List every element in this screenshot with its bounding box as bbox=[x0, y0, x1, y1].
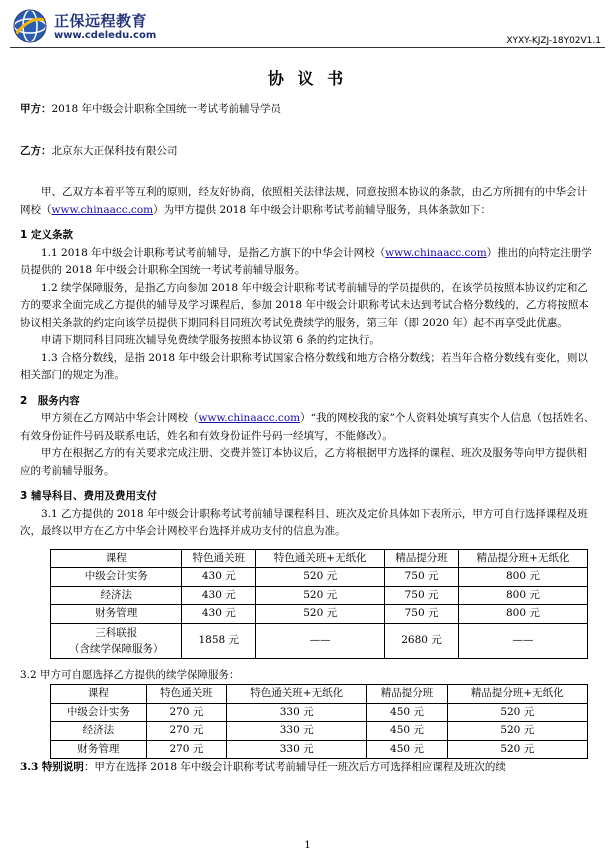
table-cell: 经济法 bbox=[51, 722, 147, 741]
party-a-label: 甲方： bbox=[20, 103, 52, 115]
table-row bbox=[51, 722, 588, 741]
table-cell: 520 元 bbox=[447, 703, 587, 722]
table-cell: 财务管理 bbox=[51, 605, 182, 624]
table-cell: 中级会计实务 bbox=[51, 703, 147, 722]
document-code: XYXY-KJZJ-18Y02V1.1 bbox=[506, 36, 601, 46]
clause-2-1-post: ）“我的网校我的家”个人资料处填写真实个人信息（包括姓名、有效身份证件号码及联系电话，姓名和有效身份证件号码一经填写，不能修改）。 bbox=[20, 412, 595, 442]
clause-1-2-note: 申请下期同科目同班次辅导免费续学服务按照本协议第 6 条的约定执行。 bbox=[41, 334, 380, 346]
table-header-cell: 精品提分班+无纸化 bbox=[447, 685, 587, 704]
table-row bbox=[51, 605, 588, 624]
section-1-heading: 1 定义条款 bbox=[20, 229, 73, 241]
table-cell: 520 元 bbox=[256, 568, 385, 587]
table-cell: 330 元 bbox=[226, 722, 366, 741]
table-row bbox=[51, 740, 588, 759]
table-row bbox=[51, 703, 588, 722]
brand-name: 正保远程教育 bbox=[54, 12, 148, 30]
chinaacc-link[interactable]: www.chinaacc.com bbox=[385, 246, 487, 259]
table-cell: 270 元 bbox=[146, 740, 226, 759]
renewal-pricing-table bbox=[50, 684, 588, 759]
table-cell: 520 元 bbox=[256, 586, 385, 605]
table-header-cell: 课程 bbox=[51, 549, 182, 568]
clause-1-3: 1.3 合格分数线，是指 2018 年中级会计职称考试国家合格分数线和地方合格分数线；若当年合格分数线有变化，则以相关部门的规定为准。 bbox=[20, 351, 588, 381]
table-cell: 450 元 bbox=[367, 703, 447, 722]
party-b-value: 北京东大正保科技有限公司 bbox=[51, 144, 178, 157]
table-cell: 财务管理 bbox=[51, 740, 147, 759]
table-cell: 430 元 bbox=[182, 568, 256, 587]
table-header-cell: 特色通关班 bbox=[182, 549, 256, 568]
pricing-table bbox=[50, 549, 588, 659]
clause-2-1 bbox=[20, 410, 596, 445]
table-cell: 330 元 bbox=[226, 703, 366, 722]
table-row bbox=[51, 586, 588, 605]
table-row-combo bbox=[51, 623, 588, 658]
table-cell: 经济法 bbox=[51, 586, 182, 605]
page-number: 1 bbox=[304, 840, 311, 851]
table-cell: 520 元 bbox=[256, 605, 385, 624]
table-cell: —— bbox=[458, 623, 587, 658]
table-cell: 330 元 bbox=[226, 740, 366, 759]
table-cell: 430 元 bbox=[182, 586, 256, 605]
chinaacc-link[interactable]: www.chinaacc.com bbox=[51, 203, 154, 216]
clause-1-2: 1.2 续学保障服务，是指乙方向参加 2018 年中级会计职称考试考前辅导的学员提供的，在该学员按照本协议约定和乙方的要求全面完成乙方提供的辅导及学习课程后，参加 2018 年中级会计职称考试未达到考试合格分数线的，乙方将按照本协议相关条款的约定向该学员提供下期同科目同班次考试免费续学的服务，第三年（即 2020 年）起不再享受此优惠。 bbox=[20, 281, 589, 329]
table-cell: 1858 元 bbox=[182, 623, 256, 658]
table-cell: 450 元 bbox=[367, 740, 447, 759]
brand-url: www.cdeledu.com bbox=[54, 30, 157, 41]
table-header-row bbox=[51, 685, 588, 704]
clause-3-2: 3.2 甲方可自愿选择乙方提供的续学保障服务： bbox=[20, 668, 240, 681]
table-cell: 270 元 bbox=[146, 722, 226, 741]
table-cell: 中级会计实务 bbox=[51, 568, 182, 587]
table-header-cell: 精品提分班 bbox=[367, 685, 447, 704]
clause-1-1 bbox=[20, 245, 596, 280]
party-b bbox=[20, 143, 596, 161]
table-cell: 450 元 bbox=[367, 722, 447, 741]
combo-course-line-2: （含续学保障服务） bbox=[68, 642, 164, 655]
table-cell: 800 元 bbox=[458, 605, 587, 624]
table-cell bbox=[51, 623, 182, 658]
document-body bbox=[20, 101, 596, 777]
combo-course-line-1: 三科联报 bbox=[95, 626, 138, 639]
table-cell: 800 元 bbox=[458, 568, 587, 587]
table-cell: 2680 元 bbox=[385, 623, 459, 658]
table-cell: —— bbox=[256, 623, 385, 658]
table-cell: 750 元 bbox=[385, 605, 459, 624]
header-divider bbox=[10, 47, 605, 48]
document-title: 协 议 书 bbox=[267, 69, 348, 88]
clause-3-3-text: ：甲方在选择 2018 年中级会计职称考试考前辅导任一班次后方可选择相应课程及班次的续 bbox=[83, 761, 506, 773]
intro-text-pre: 甲、乙双方本着平等互利的原则，经友好协商，依照相关法律法规，同意按照本协议的条款，由乙方所拥有的中华会计网校（ bbox=[20, 186, 587, 216]
table-cell: 270 元 bbox=[146, 703, 226, 722]
page-header bbox=[10, 6, 605, 46]
table-cell: 520 元 bbox=[447, 740, 587, 759]
intro-text-post: ）为甲方提供 2018 年中级会计职称考试考前辅导服务，具体条款如下： bbox=[153, 203, 492, 216]
clause-3-3 bbox=[20, 759, 596, 777]
table-header-cell: 精品提分班 bbox=[385, 549, 459, 568]
party-b-label: 乙方： bbox=[20, 144, 52, 157]
table-cell: 750 元 bbox=[385, 586, 459, 605]
table-row bbox=[51, 568, 588, 587]
table-cell: 750 元 bbox=[385, 568, 459, 587]
clause-3-3-label: 3.3 特别说明 bbox=[20, 761, 84, 773]
table-header-cell: 精品提分班+无纸化 bbox=[458, 549, 587, 568]
table-cell: 430 元 bbox=[182, 605, 256, 624]
clause-2-2: 甲方在根据乙方的有关要求完成注册、交费并签订本协议后，乙方将根据甲方选择的课程、班次及服务等向甲方提供相应的考前辅导服务。 bbox=[20, 447, 587, 477]
table-cell: 800 元 bbox=[458, 586, 587, 605]
section-2-heading: 2 服务内容 bbox=[20, 394, 80, 407]
table-cell: 520 元 bbox=[447, 722, 587, 741]
intro-paragraph bbox=[20, 184, 596, 219]
table-header-row bbox=[51, 549, 588, 568]
table-header-cell: 特色通关班+无纸化 bbox=[226, 685, 366, 704]
chinaacc-link[interactable]: www.chinaacc.com bbox=[198, 412, 301, 424]
cdel-globe-logo-icon bbox=[12, 8, 48, 44]
table-header-cell: 课程 bbox=[51, 685, 147, 704]
table-header-cell: 特色通关班 bbox=[146, 685, 226, 704]
clause-1-1-post: ）推出的向特定注册学员提供的 2018 年中级会计职称全国统一考试考前辅导服务。 bbox=[20, 246, 592, 276]
party-a bbox=[20, 101, 596, 119]
clause-2-1-pre: 甲方须在乙方网站中华会计网校（ bbox=[41, 412, 199, 424]
clause-1-1-pre: 1.1 2018 年中级会计职称考试考前辅导，是指乙方旗下的中华会计网校（ bbox=[41, 246, 386, 259]
table-header-cell: 特色通关班+无纸化 bbox=[256, 549, 385, 568]
section-3-heading: 3 辅导科目、费用及费用支付 bbox=[20, 490, 157, 502]
clause-3-1: 3.1 乙方提供的 2018 年中级会计职称考试考前辅导课程科目、班次及定价具体如下表所示，甲方可自行选择课程及班次，最终以甲方在乙方中华会计网校平台选择并成功支付的信息为准。 bbox=[20, 507, 588, 537]
party-a-value: 2018 年中级会计职称全国统一考试考前辅导学员 bbox=[51, 103, 282, 115]
